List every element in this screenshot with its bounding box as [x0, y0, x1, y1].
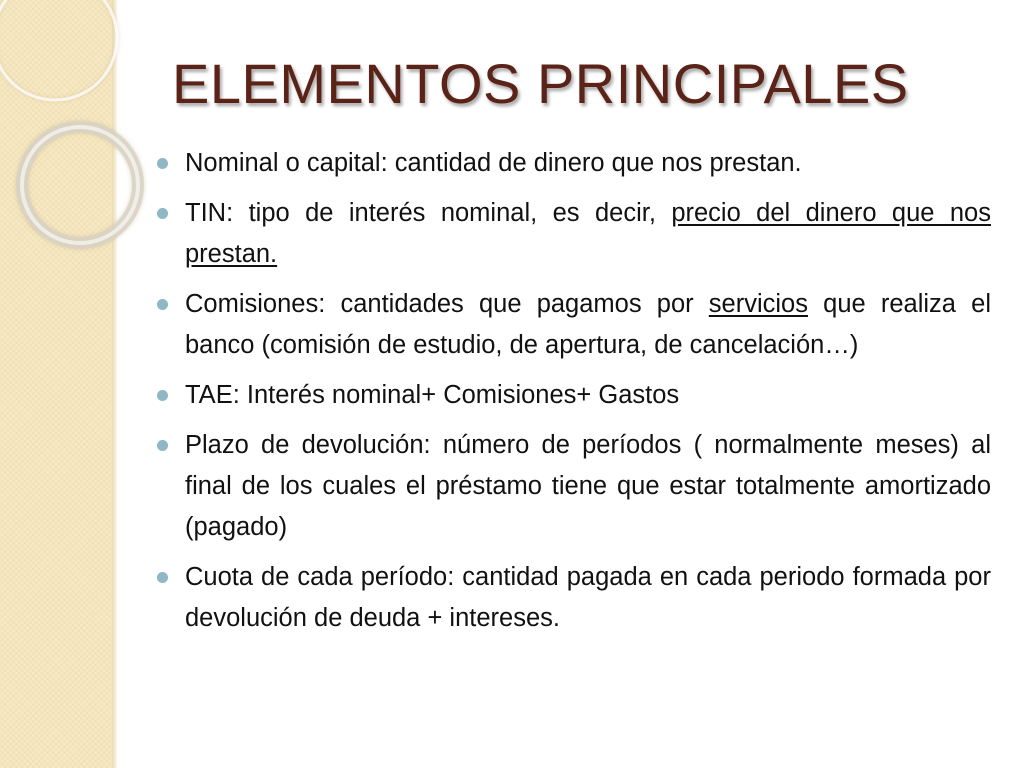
- decorative-ring-top: [0, 0, 117, 100]
- bullet-item-comisiones: [185, 284, 991, 366]
- bullet-text-comisiones-rest: que realiza el banco (comisión de estudio, de apertura, de cancelación…): [185, 290, 992, 359]
- bullet-item-plazo: [185, 425, 991, 548]
- bullet-dot-icon: [157, 440, 168, 451]
- bullet-item-tae: [185, 375, 991, 416]
- bullet-text-tae: TAE: Interés nominal+ Comisiones+ Gastos: [185, 381, 680, 409]
- decorative-ring-middle-inner: [22, 127, 138, 243]
- bullet-item-tin: [185, 193, 991, 275]
- bullet-text-comisiones: Comisiones: cantidades que pagamos por: [185, 290, 709, 318]
- bullet-text-cuota: Cuota de cada período: cantidad pagada en cada periodo formada por devolución de deuda + intereses.: [185, 563, 991, 632]
- bullet-item-cuota: [185, 557, 991, 639]
- bullet-text-plazo: Plazo de devolución: número de períodos ( normalmente meses) al final de los cuales el préstamo tiene que estar totalmente amortizado (pagado): [185, 431, 991, 541]
- bullet-dot-icon: [157, 299, 168, 310]
- bullet-dot-icon: [157, 390, 168, 401]
- bullet-text-nominal: Nominal o capital: cantidad de dinero que nos prestan.: [185, 149, 802, 177]
- slide-title: ELEMENTOS PRINCIPALES: [172, 52, 909, 115]
- bullet-item-nominal: [185, 143, 991, 184]
- bullet-text-tin-underlined: precio del dinero que nos prestan.: [185, 199, 991, 268]
- bullet-list: [185, 143, 991, 648]
- bullet-dot-icon: [157, 208, 168, 219]
- bullet-text-tin: TIN: tipo de interés nominal, es decir,: [185, 199, 672, 227]
- bullet-dot-icon: [157, 158, 168, 169]
- bullet-text-servicios-underlined: servicios: [708, 290, 808, 318]
- bullet-dot-icon: [157, 572, 168, 583]
